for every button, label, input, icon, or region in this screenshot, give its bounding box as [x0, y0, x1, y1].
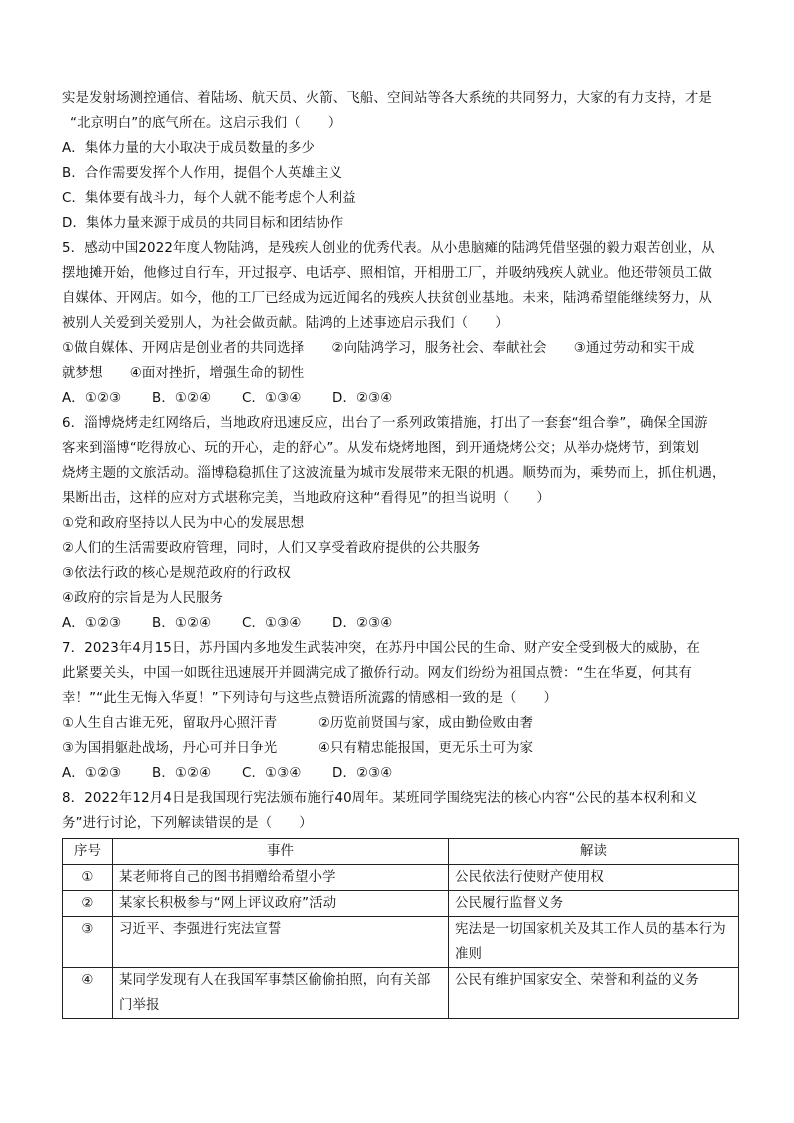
text-line: 此紧要关头，中国一如既往迅速展开并圆满完成了撤侨行动。网友们纷纷为祖国点赞：“生在华夏，何其有: [62, 666, 692, 681]
column-header-number: 序号: [63, 839, 113, 865]
text-line: 自媒体、开网店。如今，他的工厂已经成为远近闻名的残疾人扶贫创业基地。未来，陆鸿希望能继续努力，从: [62, 291, 712, 306]
text-line: 摆地摊开始，他修过自行车，开过报亭、电话亭、照相馆，开相册工厂，并吸纳残疾人就业。他还带领员工做: [62, 266, 712, 281]
text-line: 果断出击，这样的应对方式堪称完美，当地政府这种“看得见”的担当说明（ ）: [62, 491, 551, 506]
statement-line: ①人生自古谁无死，留取丹心照汗青 ②历览前贤国与家，成由勤俭败由奢: [62, 716, 534, 731]
row-event: 某同学发现有人在我国军事禁区偷偷拍照，向有关部门举报: [113, 968, 449, 1019]
statement-line: ③依法行政的核心是规范政府的行政权: [62, 566, 291, 581]
text-line: 幸！”“此生无悔入华夏！”下列诗句与这些点赞语所流露的情感相一致的是（ ）: [62, 691, 558, 706]
exam-page: [62, 86, 736, 1019]
option-d: D．集体力量来源于成员的共同目标和团结协作: [62, 216, 344, 231]
text-line: 5．感动中国2022年度人物陆鸿，是残疾人创业的优秀代表。从小患脑瘫的陆鸿凭借坚强的毅力艰苦创业，从: [62, 241, 715, 256]
choice-d: D．②③④: [332, 391, 393, 406]
row-number: ③: [63, 917, 113, 968]
table-row: [63, 917, 739, 968]
option-c: C．集体要有战斗力，每个人就不能考虑个人利益: [62, 191, 356, 206]
q4-options: [62, 136, 736, 236]
statement-line: ③为国捐躯赴战场，丹心可并日争光 ④只有精忠能报国，更无乐土可为家: [62, 741, 534, 756]
text-line: 客来到淄博“吃得放心、玩的开心，走的舒心”。从发布烧烤地图，到开通烧烤公交；从举办烧烤节，到策划: [62, 441, 700, 456]
text-line: 烧烤主题的文旅活动。淄博稳稳抓住了这波流量为城市发展带来无限的机遇。顺势而为，乘势而上，抓住机遇，: [62, 466, 726, 481]
row-reading: 宪法是一切国家机关及其工作人员的基本行为准则: [449, 917, 739, 968]
choice-c: C．①③④: [242, 766, 302, 781]
choice-b: B．①②④: [152, 766, 212, 781]
statement-line: ④政府的宗旨是为人民服务: [62, 591, 224, 606]
column-header-event: 事件: [113, 839, 449, 865]
row-event: 某家长积极参与“网上评议政府”活动: [113, 891, 449, 917]
option-b: B．合作需要发挥个人作用，提倡个人英雄主义: [62, 166, 343, 181]
choice-row: [62, 761, 736, 786]
choice-c: C．①③④: [242, 391, 302, 406]
table-row: [63, 968, 739, 1019]
choice-a: A．①②③: [62, 616, 122, 631]
statement-line: 就梦想 ④面对挫折，增强生命的韧性: [62, 366, 305, 381]
choice-row: [62, 386, 736, 411]
question-7: [62, 636, 736, 786]
question-6: [62, 411, 736, 636]
table-header-row: [63, 839, 739, 865]
constitution-table: [62, 838, 739, 1019]
text-line: 被别人关爱到关爱别人，为社会做贡献。陆鸿的上述事迹启示我们（ ）: [62, 316, 509, 331]
statement-line: ①党和政府坚持以人民为中心的发展思想: [62, 516, 305, 531]
text-line: “北京明白”的底气所在。这启示我们（ ）: [70, 116, 342, 131]
row-number: ④: [63, 968, 113, 1019]
row-number: ②: [63, 891, 113, 917]
column-header-reading: 解读: [449, 839, 739, 865]
question-5: [62, 236, 736, 411]
row-number: ①: [63, 865, 113, 891]
question-8: [62, 786, 736, 836]
q4-stem: [62, 86, 736, 136]
text-line: 7．2023年4月15日，苏丹国内多地发生武装冲突，在苏丹中国公民的生命、财产安全受到极大的威胁，在: [62, 641, 701, 656]
row-event: 习近平、李强进行宪法宣誓: [113, 917, 449, 968]
row-reading: 公民依法行使财产使用权: [449, 865, 739, 891]
choice-d: D．②③④: [332, 616, 393, 631]
choice-b: B．①②④: [152, 391, 212, 406]
text-line: 8．2022年12月4日是我国现行宪法颁布施行40周年。某班同学围绕宪法的核心内容“公民的基本权利和义: [62, 791, 698, 806]
choice-c: C．①③④: [242, 616, 302, 631]
statement-line: ②人们的生活需要政府管理，同时，人们又享受着政府提供的公共服务: [62, 541, 481, 556]
text-line: 务”进行讨论，下列解读错误的是（ ）: [62, 816, 313, 831]
text-line: 6．淄博烧烤走红网络后，当地政府迅速反应，出台了一系列政策措施，打出了一套套“组合拳”，确保全国游: [62, 416, 708, 431]
choice-d: D．②③④: [332, 766, 393, 781]
row-reading: 公民有维护国家安全、荣誉和利益的义务: [449, 968, 739, 1019]
choice-row: [62, 611, 736, 636]
row-event: 某老师将自己的图书捐赠给希望小学: [113, 865, 449, 891]
text-line: 实是发射场测控通信、着陆场、航天员、火箭、飞船、空间站等各大系统的共同努力，大家的有力支持，才是: [62, 91, 712, 106]
choice-a: A．①②③: [62, 766, 122, 781]
choice-b: B．①②④: [152, 616, 212, 631]
option-a: A．集体力量的大小取决于成员数量的多少: [62, 141, 316, 156]
choice-a: A．①②③: [62, 391, 122, 406]
table-row: [63, 865, 739, 891]
statement-line: ①做自媒体、开网店是创业者的共同选择 ②向陆鸿学习，服务社会、奉献社会 ③通过劳动和实干成: [62, 341, 695, 356]
row-reading: 公民履行监督义务: [449, 891, 739, 917]
table-row: [63, 891, 739, 917]
